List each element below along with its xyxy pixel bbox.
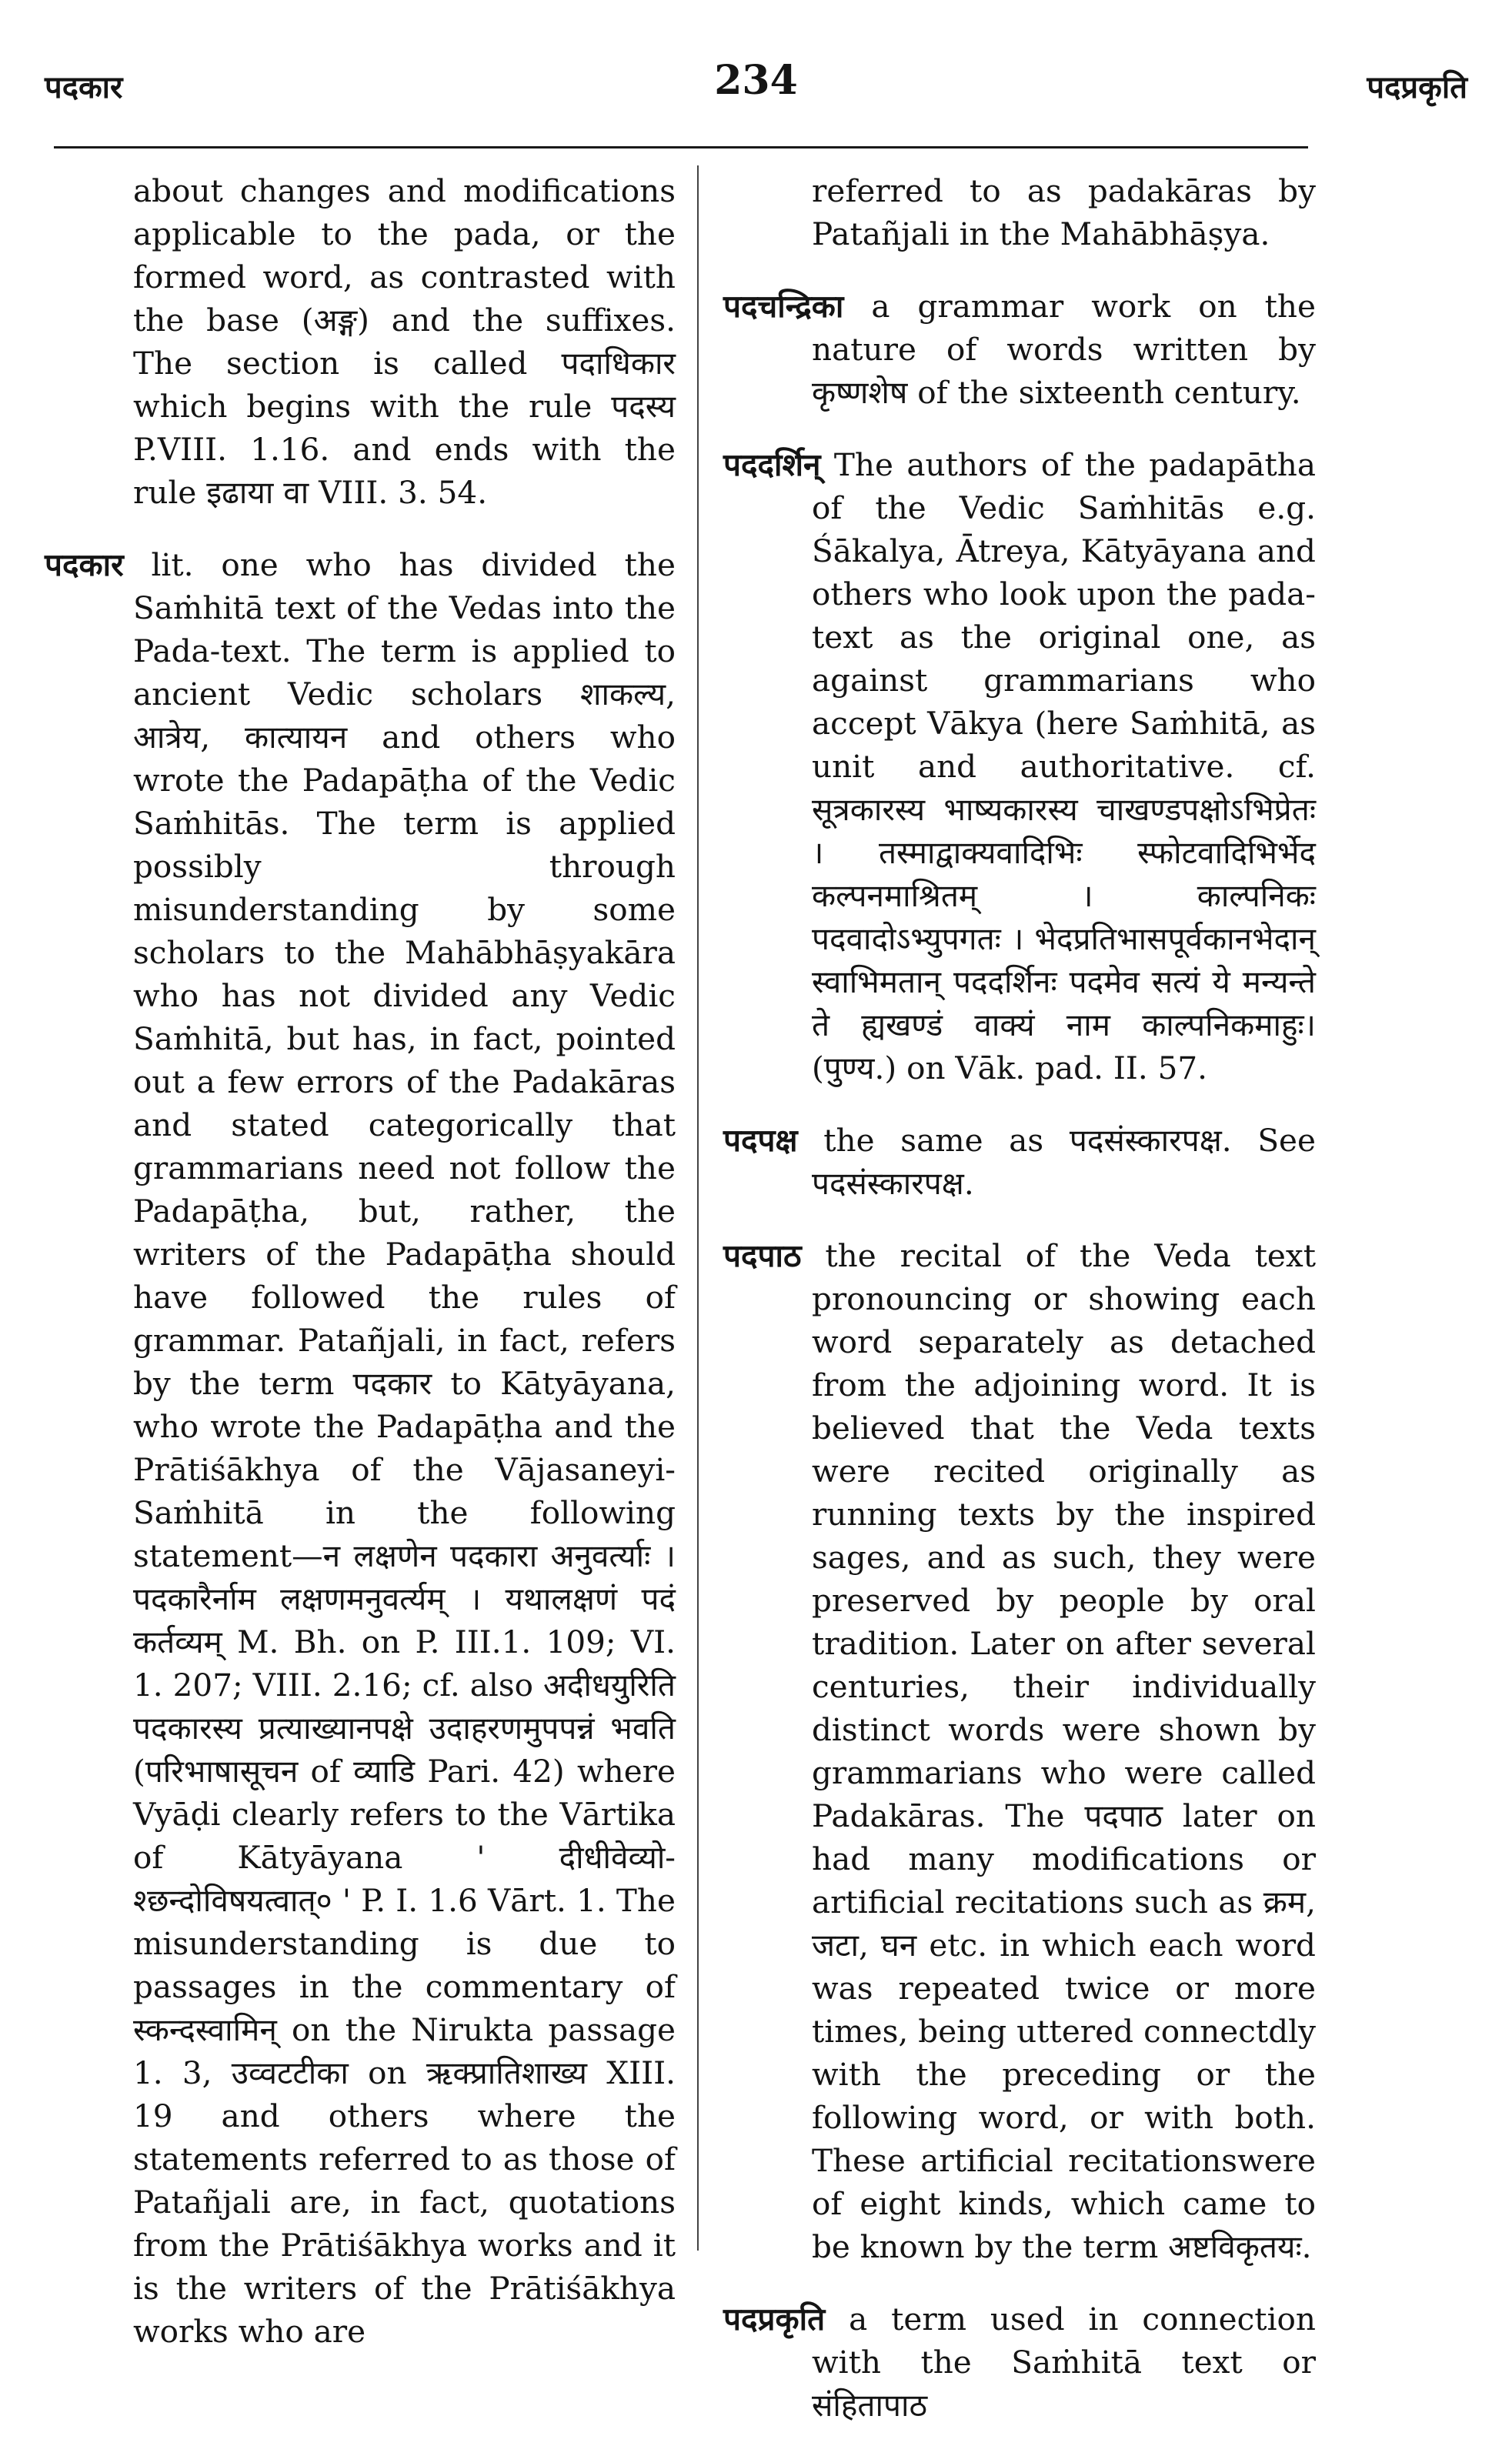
entry-definition: a grammar work on the nature of words written by कृष्णशेष of the sixteenth century. [812,288,1316,411]
running-head-left: पदकार [45,69,123,105]
entry-headword: पदप्रकृति [723,2301,826,2338]
dictionary-entry [723,1119,1316,1205]
continued-entry-text: referred to as padakāras by Patañjali in the Mahābhāṣya. [812,172,1316,252]
continued-entry-text: about changes and modifications applicable to the pada, or the formed word, as contrasted with the base (अङ्ग) and the suffixes. The section is called पदाधिकार which begins with the rule पदस्य P.VIII. 1.16. and ends with the rule इढाया वा VIII. 3. 54. [133,172,676,511]
entry-definition: a term used in connection with the Saṁhitā text or संहितापाठ [812,2301,1316,2424]
entry-definition: the same as पदसंस्कारपक्ष. See पदसंस्कारपक्ष. [797,1122,1316,1202]
header-rule [54,146,1308,148]
left-column [45,169,676,2382]
entry-headword: पदपक्ष [723,1122,798,1159]
entry-headword: पददर्शिन् [723,446,821,483]
dictionary-entry [45,543,676,2353]
entry-definition: lit. one who has divided the Saṁhitā text of the Vedas into the Pada-text. The term is applied to ancient Vedic scholars शाकल्य, आत्रेय, कात्यायन and others who wrote the Padapāṭha of the Vedic Saṁhitās. The term is applied possibly through misunderstanding by some scholars to the Mahābhāṣyakāra who has not divided any Vedic Saṁhitā, but has, in fact, pointed out a few errors of the Padakāras and stated categorically that grammarians need not follow the Padapāṭha, but, rather, the writers of the Padapāṭha should have followed the rules of grammar. Patañjali, in fact, refers by the term पदकार to Kātyāyana, who wrote the Padapāṭha and the Prātiśākhya of the Vājasaneyi-Saṁhitā in the following statement—न लक्षणेन पदकारा अनुवर्त्याः । पदकारैर्नाम लक्षणमनुवर्त्यम् । यथालक्षणं पदं कर्तव्यम् M. Bh. on P. III.1. 109; VI. 1. 207; VIII. 2.16; cf. also अदीधयुरिति पदकारस्य प्रत्याख्यानपक्षे उदाहरणमुपपन्नं भवति (परिभाषासूचन of व्याडि Pari. 42) where Vyāḍi clearly refers to the Vārtika of Kātyāyana ' दीधीवेव्यो-श्छन्दोविषयत्वात्० ' P. I. 1.6 Vārt. 1. The misunderstanding is due to passages in the commentary of स्कन्दस्वामिन् on the Nirukta passage 1. 3, उव्वटटीका on ऋक्प्रातिशाख्य XIII. 19 and others where the statements referred to as those of Patañjali are, in fact, quotations from the Prātiśākhya works and it is the writers of the Prātiśākhya works who are [123,546,676,2350]
dictionary-entry [723,2297,1316,2427]
page-header [0,0,1512,115]
dictionary-entry [723,285,1316,414]
entry-definition: The authors of the padapātha of the Vedic Saṁhitās e.g. Śākalya, Ātreya, Kātyāyana and others who look upon the pada-text as the original one, as against grammarians who accept Vākya (here Saṁhitā, as unit and authoritative. cf. सूत्रकारस्य भाष्यकारस्य चाखण्डपक्षोऽभिप्रेतः । तस्माद्वाक्यवादिभिः स्फोटवादिभिर्भेद कल्पनमाश्रितम् । काल्पनिकः पदवादोऽभ्युपगतः । भेदप्रतिभासपूर्वकानभेदान् स्वाभिमतान् पददर्शिनः पदमेव सत्यं ये मन्यन्ते ते ह्यखण्डं वाक्यं नाम काल्पनिकमाहुः। (पुण्य.) on Vāk. pad. II. 57. [812,446,1316,1086]
entry-headword: पदपाठ [723,1237,802,1274]
page-number: 234 [714,57,798,104]
entry-headword: पदचन्द्रिका [723,288,844,325]
dictionary-entry [723,443,1316,1090]
dictionary-entry [723,1234,1316,2268]
running-head-right: पदप्रकृति [1367,69,1467,105]
entry-definition: the recital of the Veda text pronouncing or showing each word separately as detached from the adjoining word. It is believed that the Veda texts were recited originally as running texts by the inspired sages, and as such, they were preserved by people by oral tradition. Later on after several centuries, their individually distinct words were shown by grammarians who were called Padakāras. The पदपाठ later on had many modifications or artificial recitations such as क्रम, जटा, घन etc. in which each word was repeated twice or more times, being uttered connectdly with the preceding or the following word, or with both. These artificial recitationswere of eight kinds, which came to be known by the term अष्टविकृतयः. [801,1237,1316,2265]
column-separator [697,165,699,2251]
entry-headword: पदकार [45,546,124,583]
right-column [723,169,1316,2456]
